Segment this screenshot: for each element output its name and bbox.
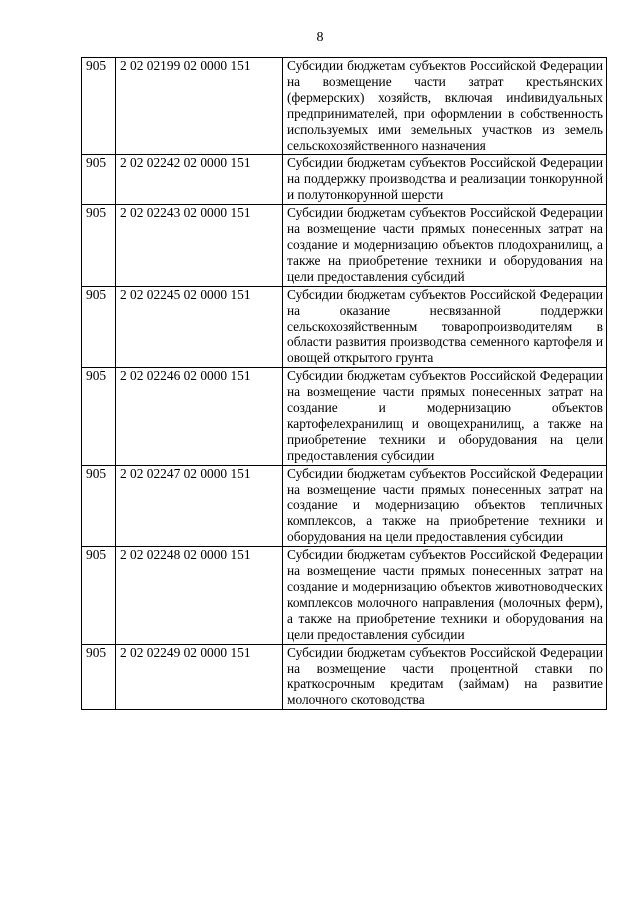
table-row — [82, 58, 607, 155]
admin-code-cell: 905 — [82, 286, 116, 368]
budget-classification-code-cell: 2 02 02247 02 0000 151 — [116, 465, 283, 547]
budget-classification-code-cell: 2 02 02243 02 0000 151 — [116, 205, 283, 287]
table-row — [82, 155, 607, 205]
admin-code-cell: 905 — [82, 547, 116, 644]
page-number: 8 — [316, 30, 324, 45]
income-description-cell: Субсидии бюджетам субъектов Российской Федерации на возмещение части затрат крестьянских (фермерских) хозяйств, включая инdивидуальных предпринимателей, при оформлении в собственность используемых ими земельных участков из земель сельскохозяйственного назначения — [283, 58, 607, 155]
budget-classification-code-cell: 2 02 02248 02 0000 151 — [116, 547, 283, 644]
budget-classification-code-cell: 2 02 02245 02 0000 151 — [116, 286, 283, 368]
income-description-cell: Субсидии бюджетам субъектов Российской Федерации на возмещение части прямых понесенных затрат на создание и модернизацию объектов тепличных комплексов, а также на приобретение техники и оборудования на цели предоставления субсидии — [283, 465, 607, 547]
table-row — [82, 465, 607, 547]
table-row — [82, 644, 607, 710]
income-description-cell: Субсидии бюджетам субъектов Российской Федерации на возмещение части прямых понесенных затрат на создание и модернизацию объектов плодохранилищ, а также на приобретение техники и оборудования на цели предоставления субсидий — [283, 205, 607, 287]
budget-classification-code-cell: 2 02 02249 02 0000 151 — [116, 644, 283, 710]
admin-code-cell: 905 — [82, 155, 116, 205]
table-row — [82, 205, 607, 287]
table-row — [82, 286, 607, 368]
income-description-cell: Субсидии бюджетам субъектов Российской Федерации на возмещение части прямых понесенных затрат на создание и модернизацию объектов животноводческих комплексов молочного направления (молочных ферм), а также на приобретение техники и оборудования на цели предоставления субсидии — [283, 547, 607, 644]
income-description-cell: Субсидии бюджетам субъектов Российской Федерации на оказание несвязанной поддержки сельскохозяйственным товаропроизводителям в области развития производства семенного картофеля и овощей открытого грунта — [283, 286, 607, 368]
table-row — [82, 547, 607, 644]
admin-code-cell: 905 — [82, 644, 116, 710]
budget-classification-code-cell: 2 02 02242 02 0000 151 — [116, 155, 283, 205]
admin-code-cell: 905 — [82, 368, 116, 465]
admin-code-cell: 905 — [82, 205, 116, 287]
table-row — [82, 368, 607, 465]
admin-code-cell: 905 — [82, 465, 116, 547]
budget-classification-code-cell: 2 02 02199 02 0000 151 — [116, 58, 283, 155]
budget-classification-code-cell: 2 02 02246 02 0000 151 — [116, 368, 283, 465]
income-description-cell: Субсидии бюджетам субъектов Российской Федерации на возмещение части процентной ставки по краткосрочным кредитам (займам) на развитие молочного скотоводства — [283, 644, 607, 710]
admin-code-cell: 905 — [82, 58, 116, 155]
income-description-cell: Субсидии бюджетам субъектов Российской Федерации на поддержку производства и реализации тонкорунной и полутонкорунной шерсти — [283, 155, 607, 205]
budget-codes-table — [81, 57, 607, 710]
income-description-cell: Субсидии бюджетам субъектов Российской Федерации на возмещение части прямых понесенных затрат на создание и модернизацию объектов картофелехранилищ и овощехранилищ, а также на приобретение техники и оборудования на цели предоставления субсидии — [283, 368, 607, 465]
